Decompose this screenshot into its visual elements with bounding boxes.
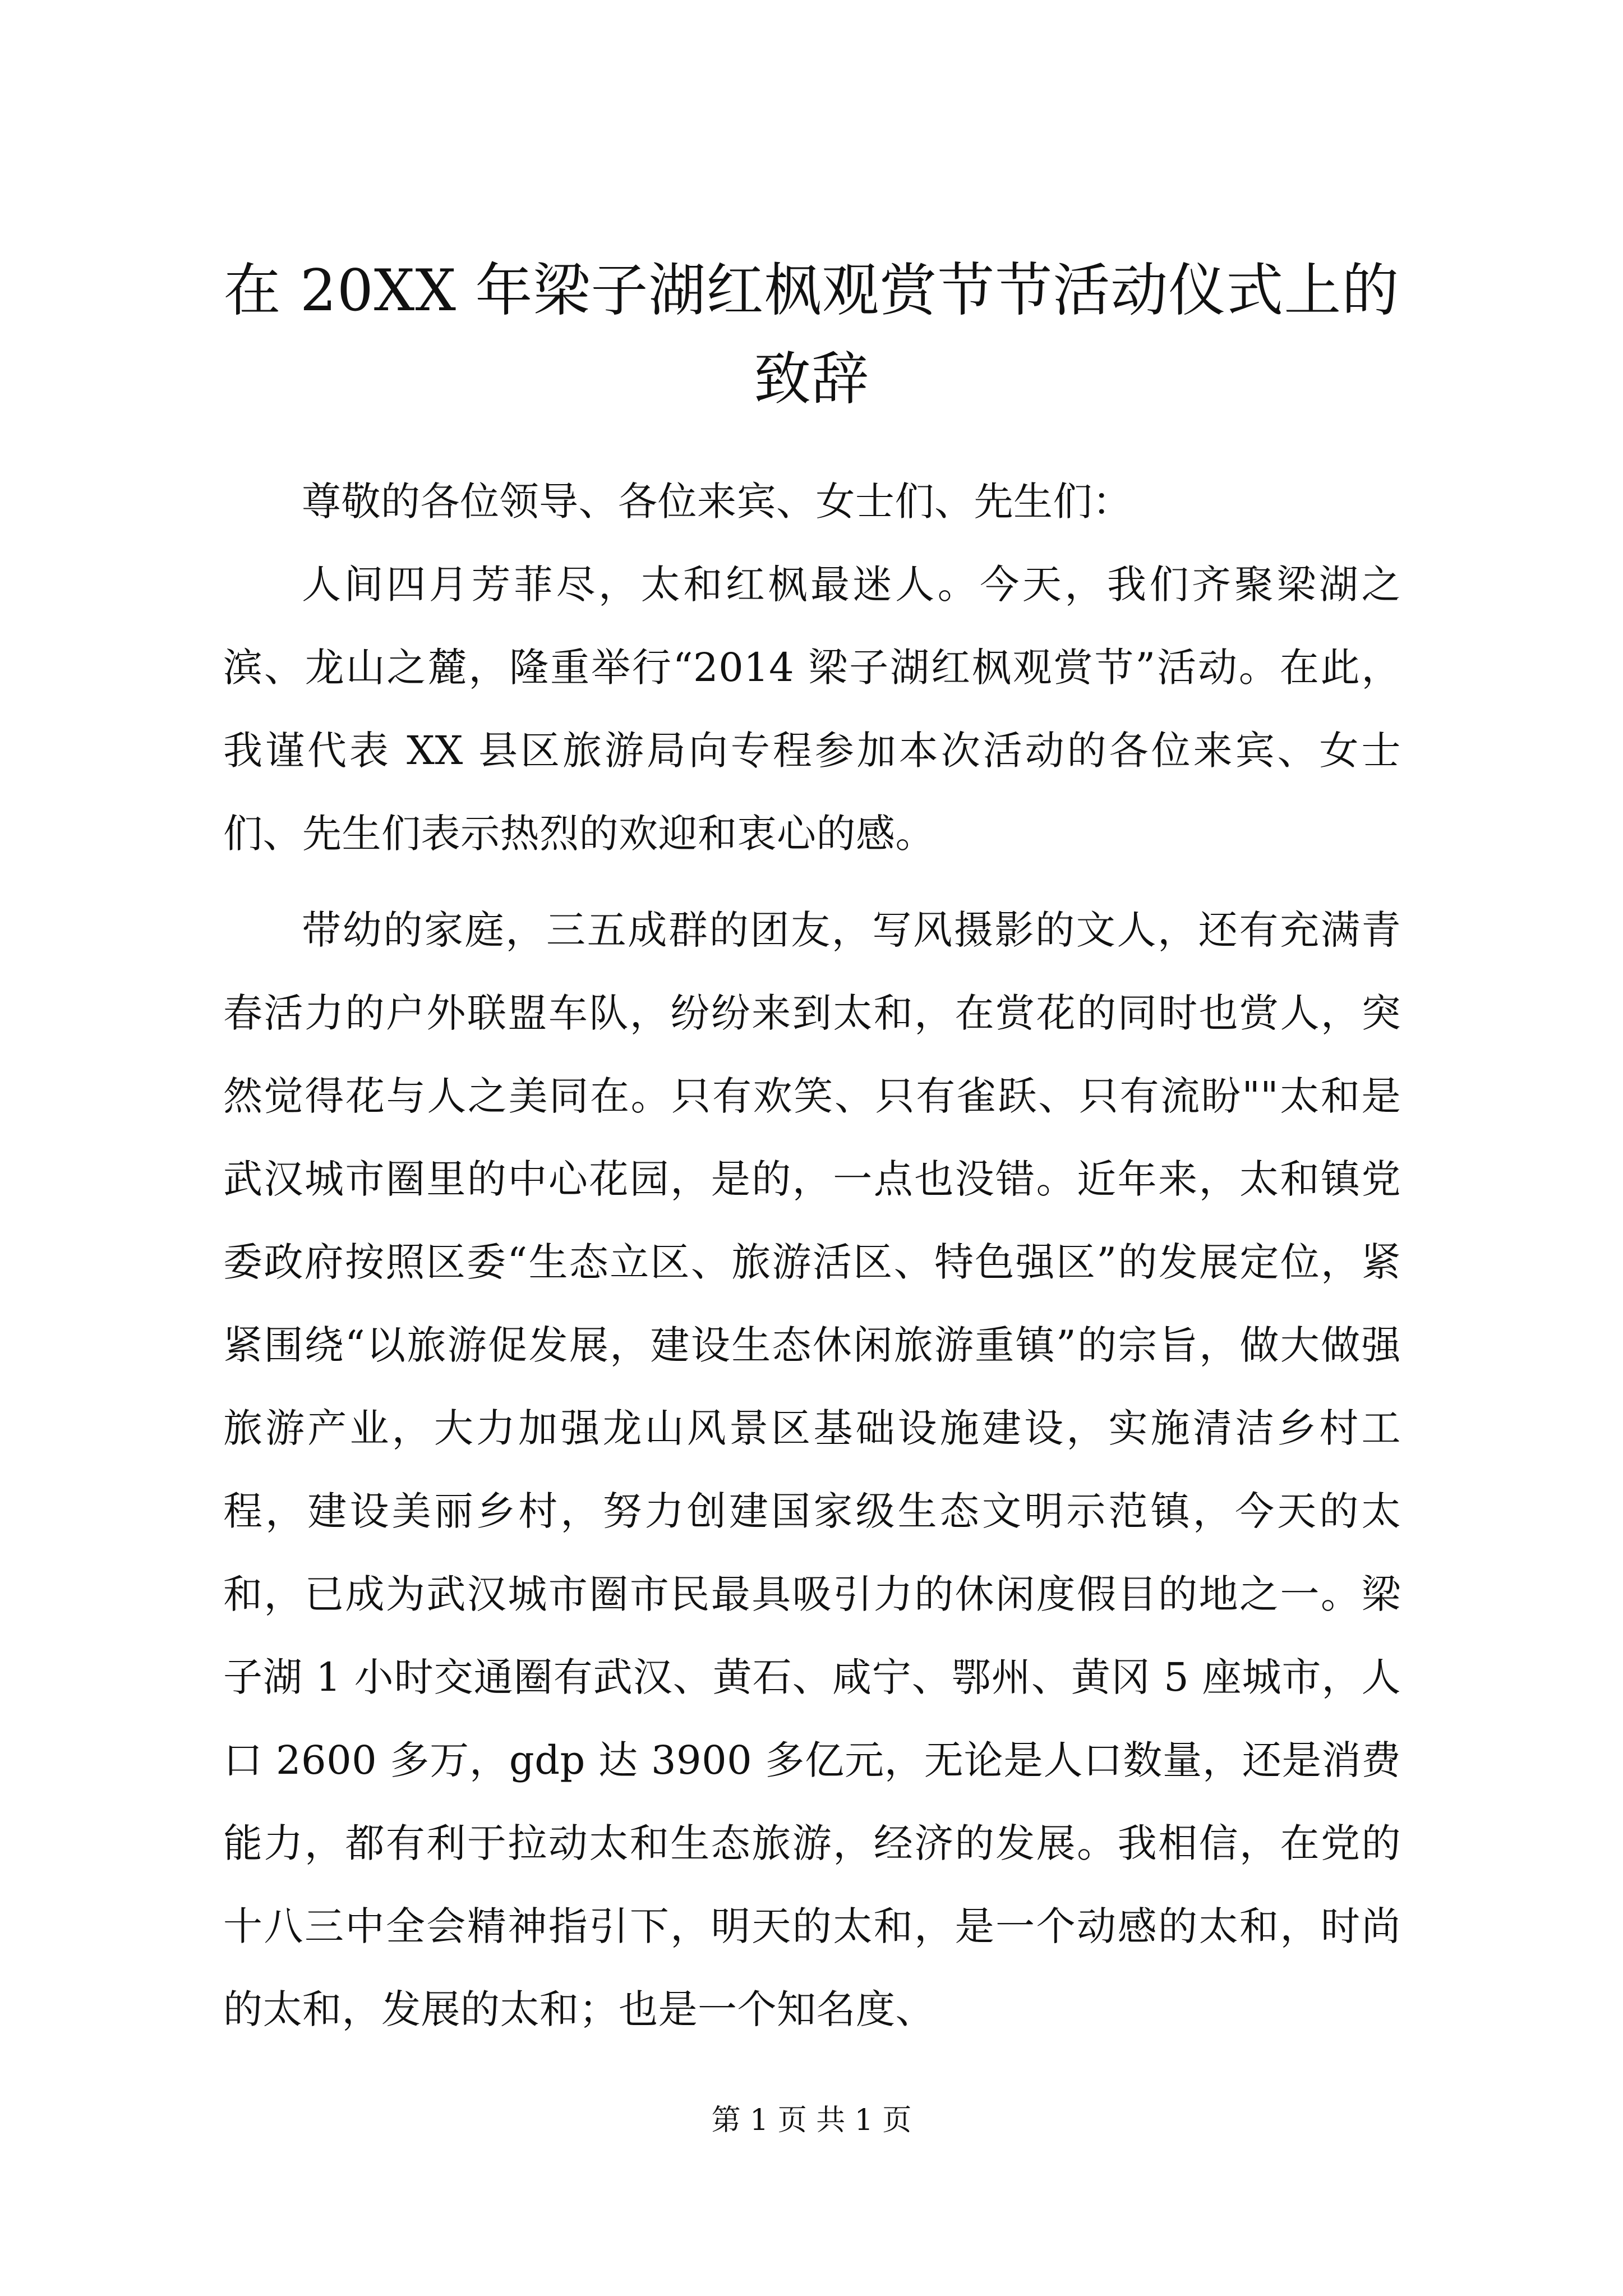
- salutation-paragraph: 尊敬的各位领导、各位来宾、女士们、先生们：: [302, 478, 1132, 524]
- title-line-2: 致辞: [754, 346, 869, 413]
- main-paragraph: 带幼的家庭，三五成群的团友，写风摄影的文人，还有充满青春活力的户外联盟车队，纷纷来到太和，在赏花的同时也赏人，突然觉得花与人之美同在。只有欢笑、只有雀跃、只有流盼""太和是武汉城市圈里的中心花园，是的，一点也没错。近年来，太和镇党委政府按照区委“生态立区、旅游活区、特色强区”的发展定位，紧紧围绕“以旅游促发展，建设生态休闲旅游重镇”的宗旨，做大做强旅游产业，大力加强龙山风景区基础设施建设，实施清洁乡村工程，建设美丽乡村，努力创建国家级生态文明示范镇，今天的太和，已成为武汉城市圈市民最具吸引力的休闲度假目的地之一。梁子湖 1 小时交通圈有武汉、黄石、咸宁、鄂州、黄冈 5 座城市，人口 2600 多万，gdp 达 3900 多亿元，无论是人口数量，还是消费能力，都有利于拉动太和生态旅游，经济的发展。我相信，在党的十八三中全会精神指引下，明天的太和，是一个动感的太和，时尚的太和，发展的太和；也是一个知名度、: [223, 907, 1401, 2032]
- document-body: [223, 460, 1401, 2051]
- document-title: [213, 247, 1410, 424]
- page-footer: 第 1 页 共 1 页: [711, 2104, 912, 2137]
- title-line-1: 在 20XX 年梁子湖红枫观赏节节活动仪式上的: [223, 257, 1400, 324]
- welcome-paragraph: 人间四月芳菲尽，太和红枫最迷人。今天，我们齐聚梁湖之滨、龙山之麓，隆重举行“2014 梁子湖红枫观赏节”活动。在此，我谨代表 XX 县区旅游局向专程参加本次活动的各位来宾、女士们、先生们表示热烈的欢迎和衷心的感。: [223, 562, 1401, 857]
